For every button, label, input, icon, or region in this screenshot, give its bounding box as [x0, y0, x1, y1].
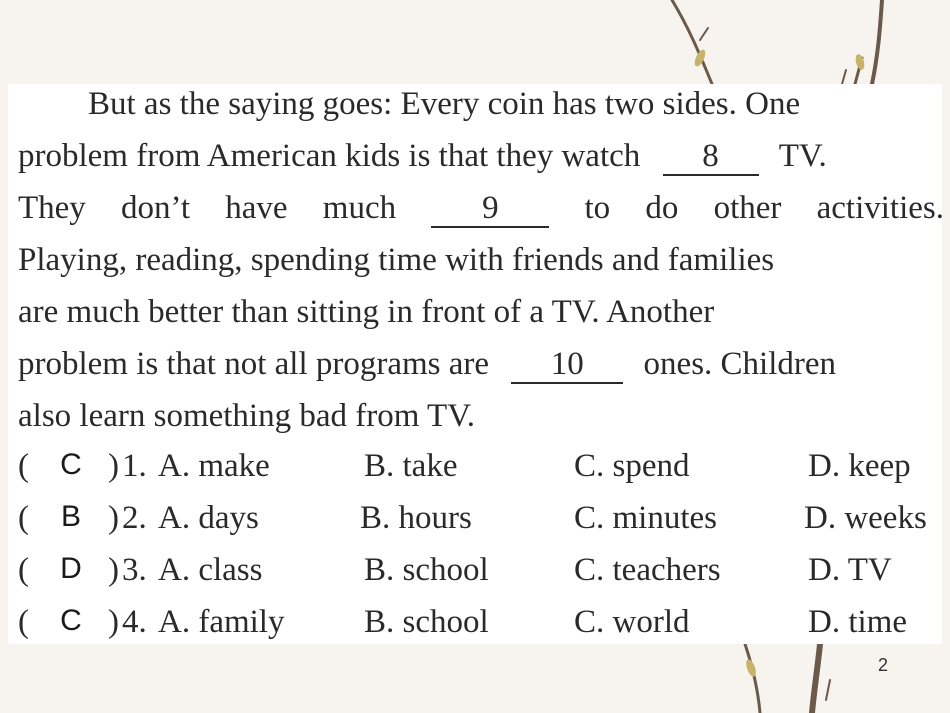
- passage-line-2-end: TV.: [778, 138, 827, 174]
- paren-close: ): [108, 552, 119, 588]
- option-b: B. school: [364, 552, 489, 588]
- question-number: 4.: [122, 604, 147, 640]
- answer-letter: B: [60, 500, 81, 533]
- question-row-2: [18, 500, 948, 552]
- blank-8: 8: [663, 139, 759, 176]
- word: to: [584, 190, 611, 226]
- option-a: A. make: [158, 448, 270, 484]
- answer-letter: D: [60, 552, 82, 585]
- paren-open: (: [18, 448, 29, 484]
- option-d: D. TV: [808, 552, 892, 588]
- passage-line-6-end: ones. Children: [643, 346, 837, 382]
- answer-letter: C: [60, 604, 82, 637]
- option-d: D. time: [808, 604, 907, 640]
- option-b: B. take: [364, 448, 458, 484]
- option-c: C. spend: [574, 448, 690, 484]
- passage-line-2-text: problem from American kids is that they watch: [18, 138, 641, 174]
- question-number: 2.: [122, 500, 147, 536]
- option-c: C. teachers: [574, 552, 721, 588]
- question-number: 3.: [122, 552, 147, 588]
- passage-line-3: [18, 190, 944, 242]
- option-c: C. minutes: [574, 500, 718, 536]
- word: have: [225, 190, 288, 226]
- option-b: B. school: [364, 604, 489, 640]
- option-a: A. family: [158, 604, 285, 640]
- option-d: D. weeks: [804, 500, 927, 536]
- passage-line-6: [18, 346, 836, 398]
- option-b: B. hours: [360, 500, 472, 536]
- word: other: [713, 190, 782, 226]
- word: They: [18, 190, 86, 226]
- blank-10: 10: [511, 347, 623, 384]
- answer-letter: C: [60, 448, 82, 481]
- option-c: C. world: [574, 604, 690, 640]
- word: do: [645, 190, 679, 226]
- blank-9: 9: [431, 191, 549, 228]
- option-d: D. keep: [808, 448, 911, 484]
- word: much: [322, 190, 397, 226]
- word: don’t: [121, 190, 191, 226]
- question-row-1: [18, 448, 948, 500]
- question-row-3: [18, 552, 948, 604]
- option-a: A. days: [158, 500, 259, 536]
- paren-open: (: [18, 604, 29, 640]
- question-number: 1.: [122, 448, 147, 484]
- option-a: A. class: [158, 552, 263, 588]
- paren-open: (: [18, 552, 29, 588]
- passage-line-7: also learn something bad from TV.: [18, 398, 476, 434]
- passage-line-6-text: problem is that not all programs are: [18, 346, 490, 382]
- passage-line-5: are much better than sitting in front of a TV. Another: [18, 294, 715, 330]
- page-number: 2: [878, 655, 889, 675]
- passage-line-1: But as the saying goes: Every coin has two sides. One: [88, 86, 801, 122]
- paren-close: ): [108, 448, 119, 484]
- paren-close: ): [108, 500, 119, 536]
- paren-open: (: [18, 500, 29, 536]
- word: activities.: [816, 190, 944, 226]
- paren-close: ): [108, 604, 119, 640]
- passage-line-4: Playing, reading, spending time with friends and families: [18, 242, 775, 278]
- content-panel: [8, 84, 942, 644]
- question-row-4: [18, 604, 948, 656]
- passage-line-2: [18, 138, 827, 190]
